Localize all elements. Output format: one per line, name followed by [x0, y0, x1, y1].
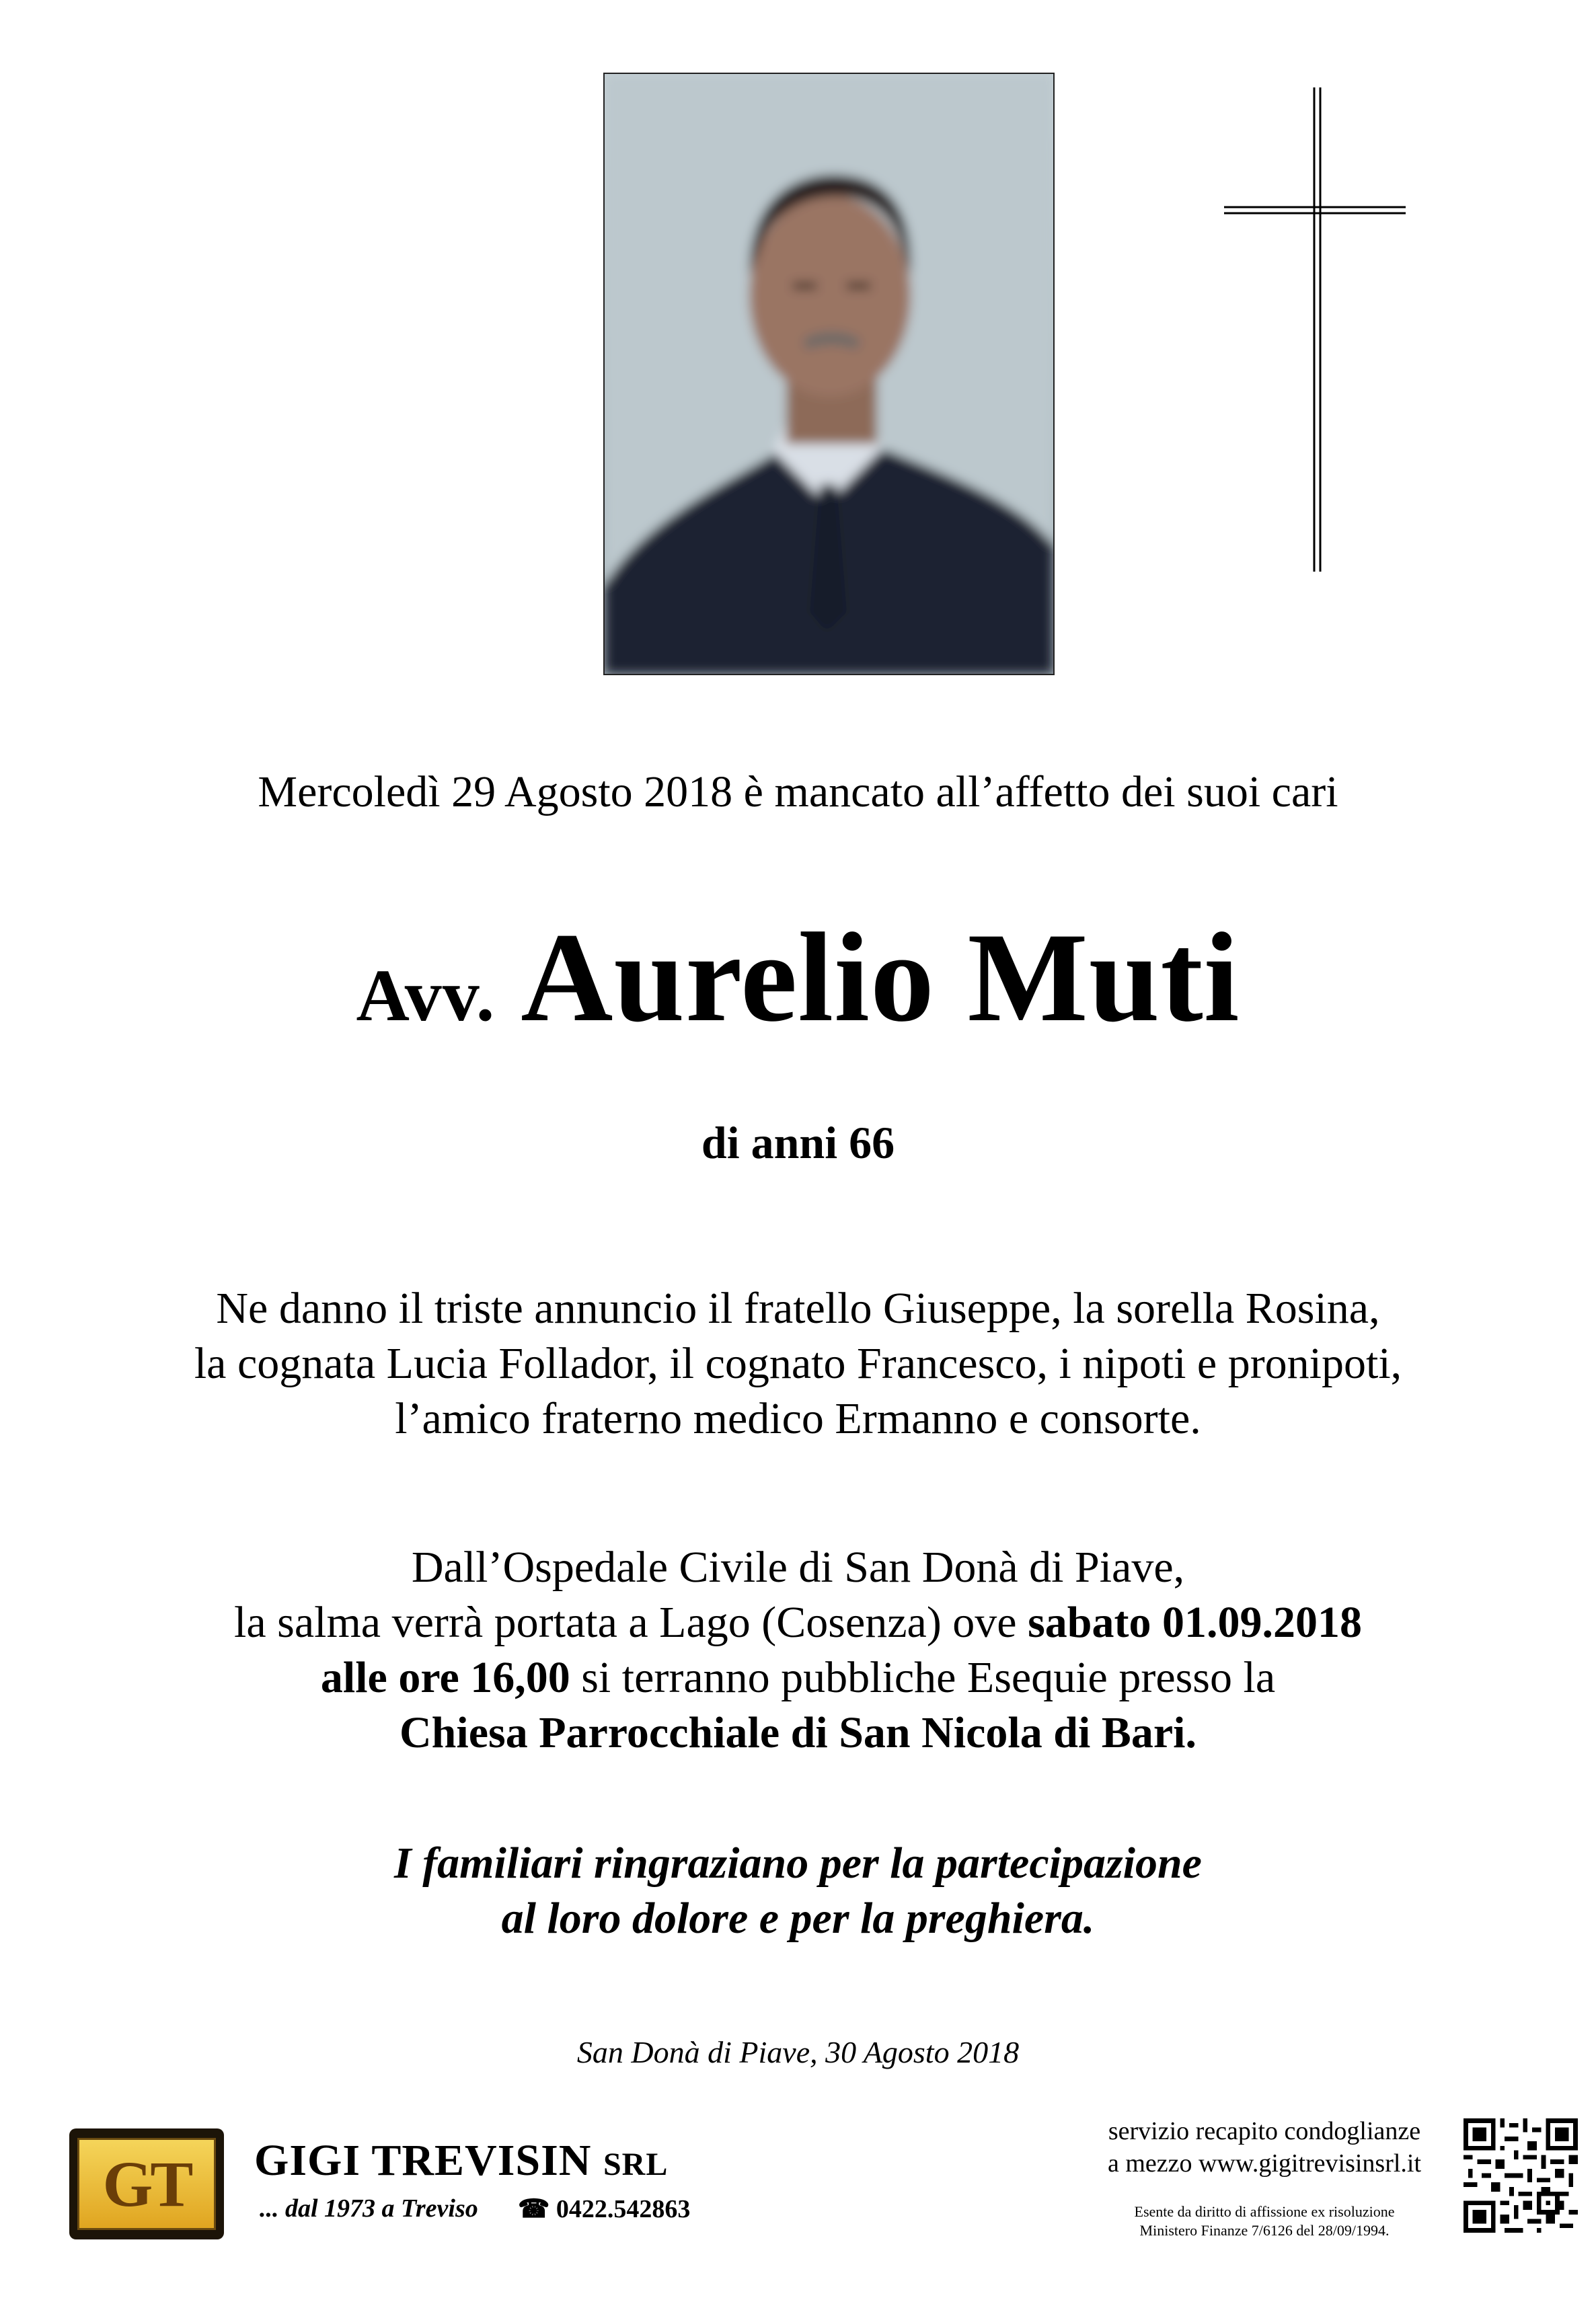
logo-text: GT: [102, 2148, 191, 2220]
place-and-date: San Donà di Piave, 30 Agosto 2018: [576, 2035, 1020, 2069]
name-title: Avv.: [356, 954, 496, 1036]
funeral-line: [0, 1650, 1596, 1705]
company-since: ... dal 1973 a Treviso: [260, 2194, 478, 2223]
cross-icon: [1224, 87, 1406, 572]
thanks-line: al loro dolore e per la preghiera.: [501, 1894, 1095, 1943]
family-line: Ne danno il triste annuncio il fratello Giuseppe, la sorella Rosina,: [216, 1284, 1380, 1333]
funeral-line: Dall’Ospedale Civile di San Donà di Piave,: [411, 1543, 1185, 1592]
exempt-line: Esente da diritto di affissione ex risoluzione: [1134, 2203, 1395, 2220]
funeral-date: sabato 01.09.2018: [1028, 1598, 1362, 1647]
service-line: a mezzo www.gigitrevisinsrl.it: [1107, 2149, 1422, 2178]
company-phone: [518, 2194, 690, 2224]
death-announcement: Mercoledì 29 Agosto 2018 è mancato all’affetto dei suoi cari: [258, 767, 1338, 816]
condolence-service: [1083, 2115, 1446, 2180]
family-line: la cognata Lucia Follador, il cognato Francesco, i nipoti e pronipoti,: [194, 1339, 1402, 1388]
logo-inner: [77, 2138, 216, 2230]
funeral-location: [0, 1705, 1596, 1761]
portrait-photo: [603, 73, 1055, 675]
deceased-age: di anni 66: [701, 1117, 895, 1168]
funeral-text: la salma verrà portata a Lago (Cosenza) ove: [234, 1598, 1028, 1647]
exempt-line: Ministero Finanze 7/6126 del 28/09/1994.: [1139, 2222, 1390, 2239]
thanks-message: [0, 1836, 1596, 1946]
service-line: servizio recapito condoglianze: [1108, 2117, 1421, 2145]
company-logo: [69, 2128, 224, 2239]
deceased-name: [0, 905, 1596, 1051]
tax-exemption-note: [1096, 2202, 1433, 2240]
thanks-line: I familiari ringraziano per la partecipazione: [394, 1839, 1202, 1888]
church-name: Chiesa Parrocchiale di San Nicola di Bari.: [400, 1708, 1196, 1757]
qr-code-icon[interactable]: [1464, 2118, 1578, 2233]
name-text: Aurelio Muti: [521, 907, 1240, 1048]
family-line: l’amico fraterno medico Ermanno e consorte.: [395, 1394, 1201, 1443]
funeral-details: [0, 1540, 1596, 1761]
company-suffix: SRL: [603, 2147, 669, 2182]
funeral-text: si terranno pubbliche Esequie presso la: [570, 1653, 1276, 1702]
funeral-time: alle ore 16,00: [320, 1653, 570, 1702]
funeral-line: [0, 1595, 1596, 1650]
company-name-text: GIGI TREVISIN: [254, 2136, 592, 2185]
phone-icon: ☎: [518, 2195, 550, 2223]
family-announcement: [0, 1281, 1596, 1447]
company-name: [254, 2135, 668, 2186]
phone-number: 0422.542863: [556, 2195, 691, 2223]
portrait-image: [605, 74, 1053, 674]
